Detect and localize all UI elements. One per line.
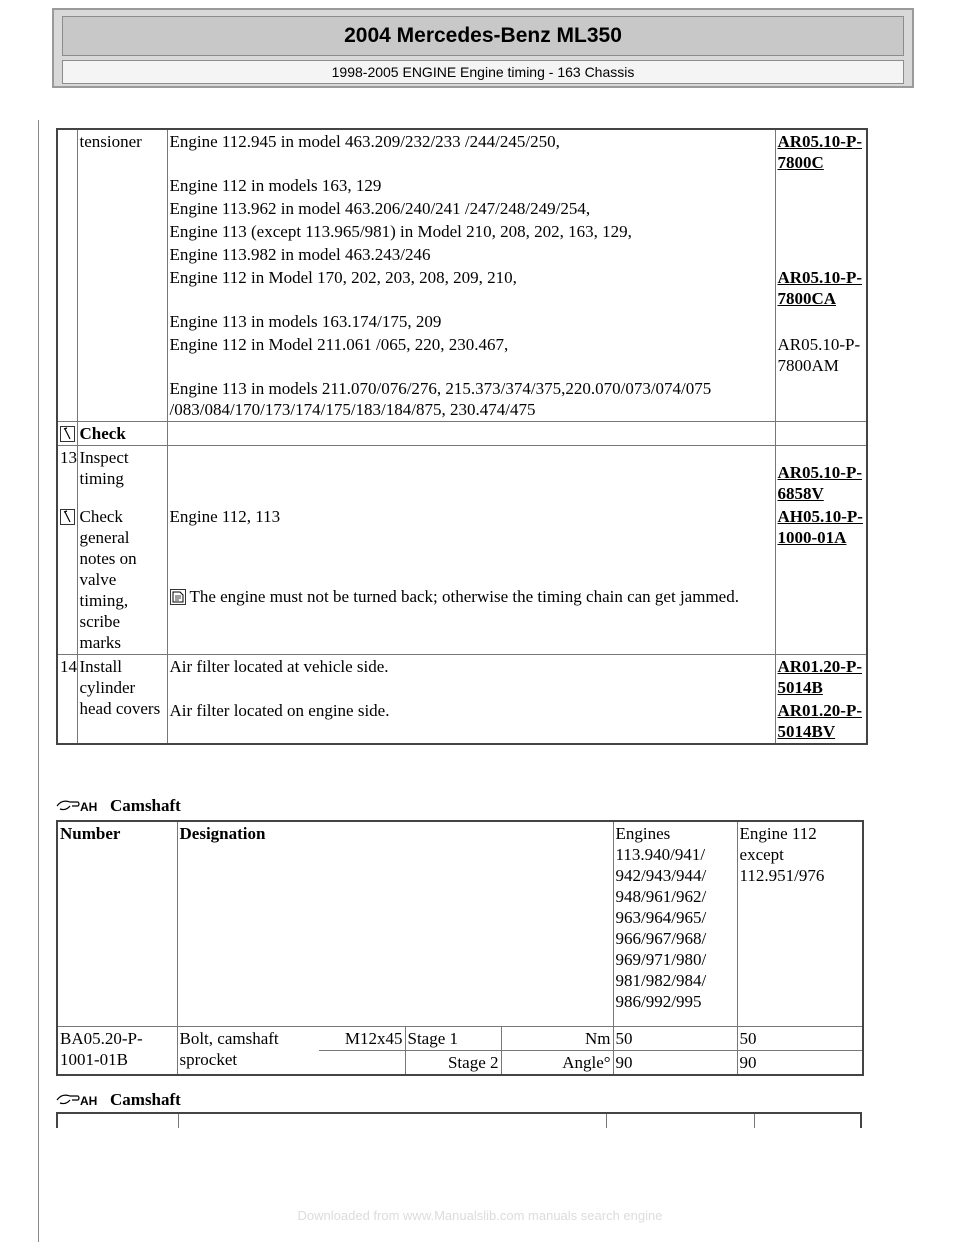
part-number: BA05.20-P-1001-01B <box>57 1027 177 1076</box>
step-label: Inspect timing <box>77 446 167 506</box>
ref-link[interactable]: AH05.10-P-1000-01A <box>777 507 863 547</box>
check-row <box>57 422 867 446</box>
ref-link[interactable]: AR05.10-P-7800CA <box>777 268 863 308</box>
document-subtitle: 1998-2005 ENGINE Engine timing - 163 Chassis <box>62 60 904 84</box>
ref-link[interactable]: AR05.10-P-7800C <box>777 132 863 172</box>
table-row: tensioner Engine 112.945 in model 463.209/232/233 /244/245/250, AR05.10-P-7800C <box>57 129 867 174</box>
step-13-row <box>57 446 867 506</box>
ref-link[interactable]: AR05.10-P-6858V <box>777 463 863 503</box>
ref-text: AR05.10-P-7800AM <box>777 335 861 375</box>
engine-text: Engine 112, 113 <box>167 505 775 564</box>
svg-text:AH: AH <box>80 800 98 814</box>
table-row: Stage 2 Angle° 90 90 <box>57 1051 863 1076</box>
ref-link[interactable]: AR01.20-P-5014B <box>777 657 863 697</box>
note-text: The engine must not be turned back; otherwise the timing chain can get jammed. <box>189 586 739 606</box>
torque-spec-table <box>56 820 864 1076</box>
col-header-designation: Designation <box>177 821 613 1027</box>
table-row <box>57 505 867 564</box>
table-row: Engine 112 in Model 170, 202, 203, 208, 209, 210, AR05.10-P-7800CA <box>57 266 867 310</box>
table-row: Engine 113 in models 211.070/076/276, 215.373/374/375,220.070/073/074/075 /083/084/170/173/174/175/183/184/875, 230.474/475 <box>57 377 867 422</box>
table-row: BA05.20-P-1001-01B Bolt, camshaft sprocket M12x45 Stage 1 Nm 50 50 <box>57 1027 863 1051</box>
procedure-table <box>56 128 868 745</box>
svg-text:AH: AH <box>80 1094 98 1108</box>
pointing-hand-icon <box>56 1091 106 1109</box>
part-designation: Bolt, camshaft sprocket <box>177 1027 319 1076</box>
table-row: Engine 113 (except 113.965/981) in Model 210, 208, 202, 163, 129, <box>57 220 867 243</box>
sub-step-label: Check general notes on valve timing, scribe marks <box>77 505 167 655</box>
next-table-stub <box>56 1112 862 1128</box>
ref-link[interactable]: AR01.20-P-5014BV <box>777 701 863 741</box>
section-heading-camshaft-2 <box>56 1090 181 1110</box>
section-title: Camshaft <box>110 1090 181 1109</box>
table-row: Engine 113.982 in model 463.243/246 <box>57 243 867 266</box>
wrench-icon <box>60 426 75 442</box>
document-header <box>52 8 914 88</box>
table-header-row <box>57 821 863 1027</box>
table-row: Engine 113 in models 163.174/175, 209 <box>57 310 867 333</box>
table-row <box>57 564 867 655</box>
page-edge-line <box>38 120 39 1242</box>
table-row: Engine 112 in models 163, 129 <box>57 174 867 197</box>
step-number: 13 <box>57 446 77 506</box>
step-label: Install cylinder head covers <box>77 655 167 745</box>
wrench-icon <box>60 509 75 525</box>
col-header-engines-a: Engines 113.940/941/ 942/943/944/ 948/961/962/ 963/964/965/ 966/967/968/ 969/971/980/ 981/982/984/ 986/992/995 <box>613 821 737 1027</box>
table-row: Engine 112 in Model 211.061 /065, 220, 230.467, AR05.10-P-7800AM <box>57 333 867 377</box>
step-number: 14 <box>57 655 77 700</box>
section-title: Camshaft <box>110 796 181 815</box>
table-row: Air filter located on engine side. AR01.20-P-5014BV <box>57 699 867 744</box>
table-row: Engine 113.962 in model 463.206/240/241 /247/248/249/254, <box>57 197 867 220</box>
step-label: tensioner <box>77 129 167 174</box>
part-size: M12x45 <box>319 1027 405 1051</box>
col-header-number: Number <box>57 821 177 1027</box>
footer-watermark: Downloaded from www.Manualslib.com manuals search engine <box>297 1208 663 1223</box>
check-label: Check <box>77 422 167 446</box>
step-14-row: 14 Install cylinder head covers Air filter located at vehicle side. AR01.20-P-5014B <box>57 655 867 700</box>
section-heading-camshaft <box>56 796 181 816</box>
pointing-hand-icon <box>56 797 106 815</box>
document-title: 2004 Mercedes-Benz ML350 <box>62 16 904 56</box>
note-icon <box>170 589 186 605</box>
col-header-engine-b: Engine 112 except 112.951/976 <box>737 821 863 1027</box>
